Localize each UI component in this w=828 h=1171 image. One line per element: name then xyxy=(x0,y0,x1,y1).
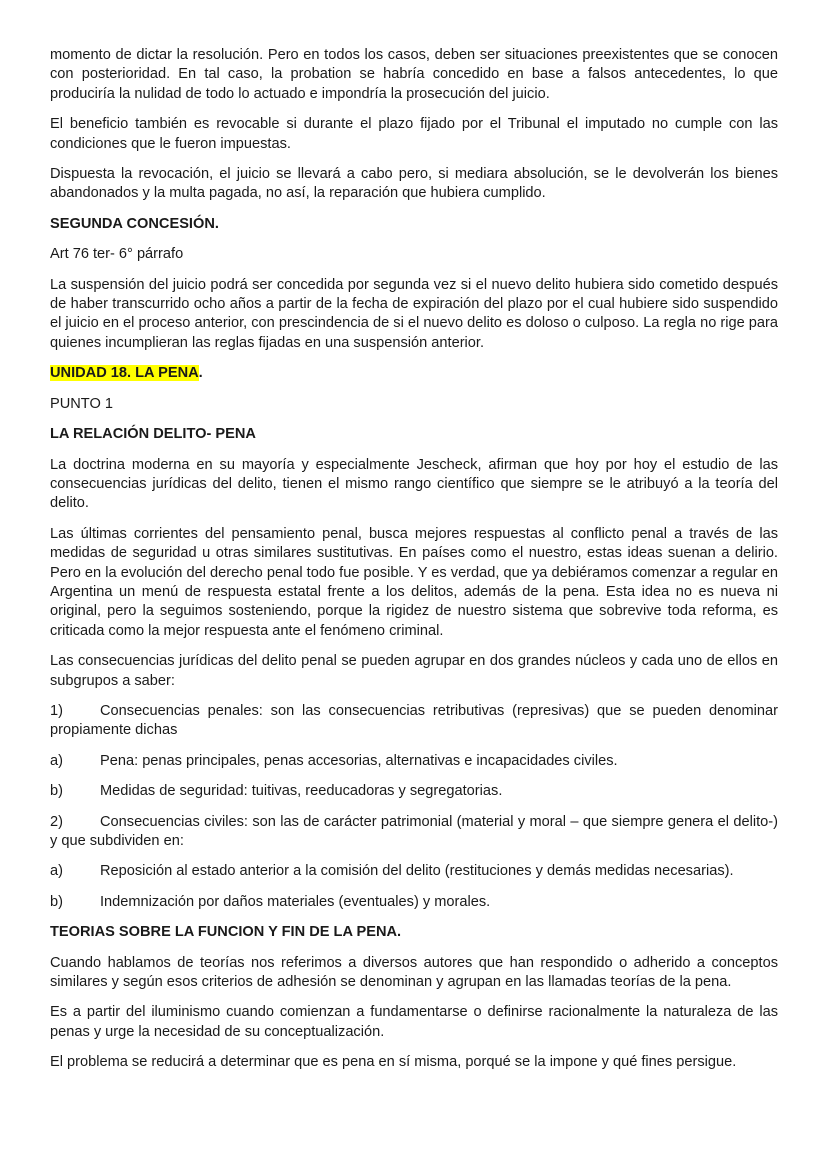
unit-title-period: . xyxy=(198,365,203,382)
highlighted-unit-title: UNIDAD 18. LA PENA xyxy=(50,365,199,382)
paragraph-revocable: El beneficio también es revocable si durante el plazo fijado por el Tribunal el imputado no cumple con las condiciones que le fueron impuestas. xyxy=(50,116,778,152)
list-item-text: Consecuencias civiles: son las de carácter patrimonial (material y moral – que siempre genera el delito-) y que subdividen en: xyxy=(50,813,778,849)
heading-teorias: TEORIAS SOBRE LA FUNCION Y FIN DE LA PENA. xyxy=(50,924,402,941)
list-item-reposicion xyxy=(50,862,778,881)
heading-unidad-18 xyxy=(50,364,778,383)
list-item-consecuencias-penales xyxy=(50,702,778,741)
punto-label: PUNTO 1 xyxy=(50,395,113,412)
article-reference: Art 76 ter- 6° párrafo xyxy=(50,246,184,263)
list-item-text: Consecuencias penales: son las consecuencias retributivas (represivas) que se pueden denominar propiamente dichas xyxy=(50,702,778,739)
paragraph-consecuencias: Las consecuencias jurídicas del delito penal se pueden agrupar en dos grandes núcleos y cada uno de ellos en subgrupos a saber: xyxy=(50,653,778,689)
list-item-text: Pena: penas principales, penas accesorias, alternativas e incapacidades civiles. xyxy=(100,752,618,769)
paragraph-segunda-concesion: La suspensión del juicio podrá ser concedida por segunda vez si el nuevo delito hubiera sido cometido después de haber transcurrido ocho años a partir de la fecha de expiración del plazo por el cual hubiere sido suspendido el juicio en el proceso anterior, con prescindencia de si el nuevo delito es doloso o culposo. La regla no rige para quienes incumplieran las reglas fijadas en una suspensión anterior. xyxy=(50,276,778,351)
heading-relacion-delito-pena: LA RELACIÓN DELITO- PENA xyxy=(50,426,256,443)
paragraph-iluminismo: Es a partir del iluminismo cuando comienzan a fundamentarse o definirse racionalmente la naturaleza de las penas y urge la necesidad de su conceptualización. xyxy=(50,1004,778,1040)
list-item-pena xyxy=(50,752,778,771)
list-marker: 2) xyxy=(50,813,63,830)
list-item-text: Indemnización por daños materiales (eventuales) y morales. xyxy=(100,893,491,910)
list-item-indemnizacion xyxy=(50,893,778,912)
list-item-text: Reposición al estado anterior a la comisión del delito (restituciones y demás medidas necesarias). xyxy=(100,863,734,880)
list-marker: 1) xyxy=(50,702,63,719)
list-marker: a) xyxy=(50,863,63,880)
paragraph-problema: El problema se reducirá a determinar que es pena en sí misma, porqué se la impone y qué fines persigue. xyxy=(50,1054,737,1071)
paragraph-doctrina: La doctrina moderna en su mayoría y especialmente Jescheck, afirman que hoy por hoy el estudio de las consecuencias jurídicas del delito, tienen el mismo rango científico que siempre se le atribuyó a la teoría del delito. xyxy=(50,456,778,512)
list-marker: a) xyxy=(50,752,63,769)
document-page xyxy=(50,46,778,1084)
paragraph-corrientes: Las últimas corrientes del pensamiento penal, busca mejores respuestas al conflicto penal a través de las medidas de seguridad u otras similares sustitutivas. En países como el nuestro, estas ideas suenan a delirio. Pero en la evolución del derecho penal todo fue posible. Y es verdad, que ya debiéramos comenzar a regular en Argentina un menú de respuesta estatal frente a los delitos, además de la pena. Esta idea no es nueva ni original, pero la seguimos sosteniendo, porque la rigidez de nuestro sistema que sobrevive toda reforma, es criticada como la mejor respuesta ante el fenómeno criminal. xyxy=(50,525,778,639)
list-marker: b) xyxy=(50,893,63,910)
heading-segunda-concesion: SEGUNDA CONCESIÓN. xyxy=(50,215,219,232)
list-item-text: Medidas de seguridad: tuitivas, reeducadoras y segregatorias. xyxy=(100,783,503,800)
list-item-medidas xyxy=(50,782,778,801)
paragraph-teorias: Cuando hablamos de teorías nos referimos a diversos autores que han respondido o adherido a conceptos similares y según esos criterios de adhesión se denominan y agrupan en las llamadas teorías de la pena. xyxy=(50,954,778,991)
paragraph-revocation-effects: Dispuesta la revocación, el juicio se llevará a cabo pero, si mediara absolución, se le devolverán los bienes abandonados y la multa pagada, no así, la reparación que hubiera cumplido. xyxy=(50,166,778,202)
paragraph-revocation-grounds: momento de dictar la resolución. Pero en todos los casos, deben ser situaciones preexistentes que se conocen con posterioridad. En tal caso, la probation se habría concedido en base a falsos antecedentes, lo que produciría la nulidad de todo lo actuado e impondría la prosecución del juicio. xyxy=(50,47,778,102)
list-item-consecuencias-civiles xyxy=(50,813,778,852)
list-marker: b) xyxy=(50,783,63,800)
